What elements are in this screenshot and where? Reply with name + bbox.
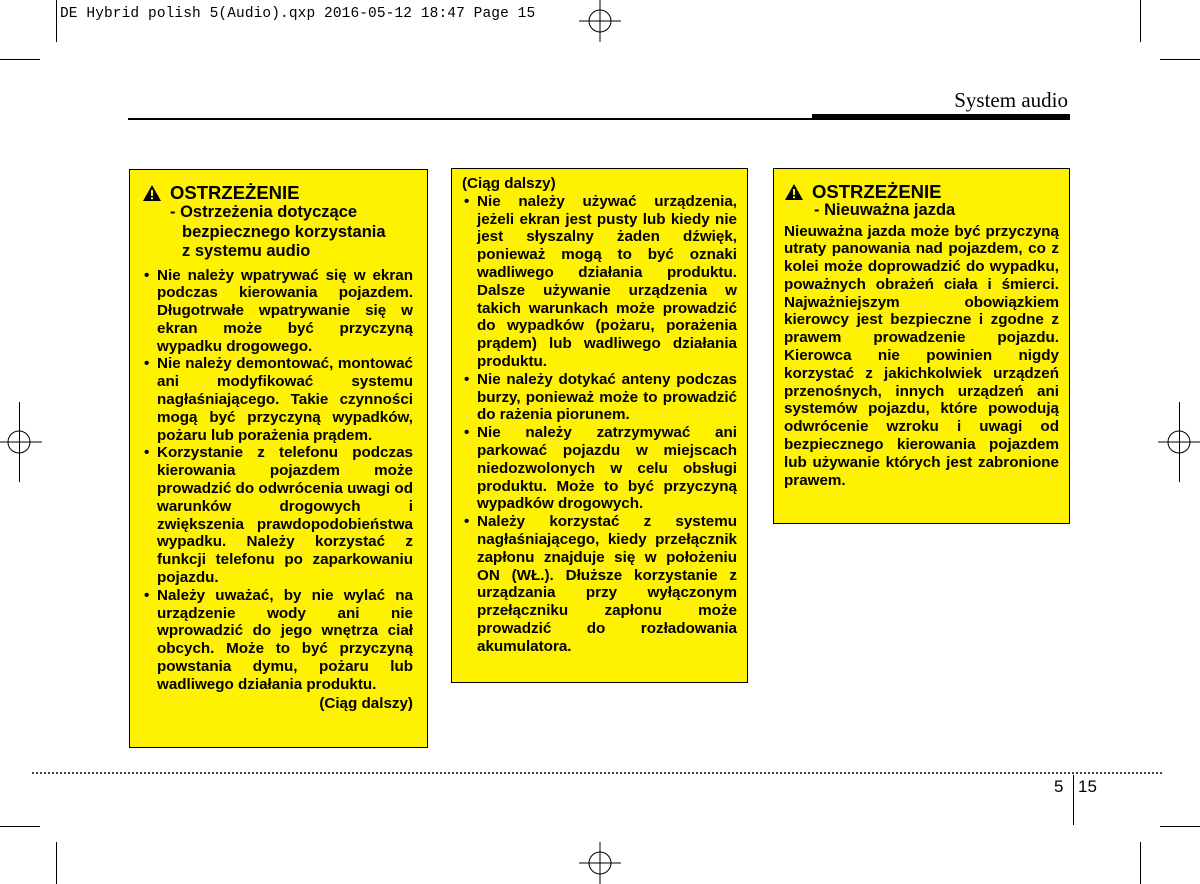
chapter-number: 5 [1054,777,1064,796]
crop-mark-bottom-left-h [0,826,40,827]
crop-mark-bottom-right-v [1140,842,1141,884]
warning-list-item: • Nie należy dotykać anteny podczas burzy, ponieważ może to prowadzić do rażenia piorunem. [462,371,737,424]
warning-heading [142,182,413,203]
warning-subtitle-line: - Ostrzeżenia dotyczące [170,203,358,221]
header-rule-thick [812,114,1070,120]
crop-mark-top-right-v [1140,0,1141,42]
continued-label: (Ciąg dalszy) [462,175,556,192]
registration-mark-icon [1158,421,1200,463]
registration-mark-icon [579,842,621,884]
warning-heading [784,181,1059,202]
warning-body: Nieuważna jazda może być przyczyną utraty panowania nad pojazdem, co z kolei może doprowadzić do wypadku, poważnych obrażeń ciała i śmierci. Najważniejszym obowiązkiem kierowcy jest bezpieczne i zgodne z prawem prowadzenie pojazdu. Kierowca nie powinien nigdy korzystać z jakichkolwiek urządzeń przenośnych, innych urządzeń ani systemów pojazdu, które powodują odwrócenie wzroku i uwagi od bezpiecznego kierowania pojazdem lub używanie których jest zabronione prawem. [784,222,1059,489]
warning-box-continued [451,168,748,683]
warning-title: OSTRZEŻENIE [170,182,300,203]
warning-list-item: • Należy korzystać z systemu nagłaśniającego, kiedy przełącznik zapłonu znajduje się w położeniu ON (WŁ.). Dłuższe korzystanie z urządzania przy wyłączonym przełączniku zapłonu może prowadzić do rozładowania akumulatora. [462,513,737,655]
page-number: 15 [1078,777,1097,796]
continued-label: (Ciąg dalszy) [319,694,413,712]
warning-subtitle: - Nieuważna jazda [814,201,956,219]
footer-dotted-rule [32,772,1162,774]
section-title: System audio [954,88,1068,112]
warning-subtitle-line: bezpiecznego korzystania [182,222,386,241]
header-rule [128,118,812,120]
warning-box-audio-safety [129,169,428,748]
warning-box-distracted-driving [773,168,1070,524]
warning-subtitle-line: z systemu audio [182,242,311,260]
warning-title: OSTRZEŻENIE [812,181,942,202]
warning-list-item: • Nie należy wpatrywać się w ekran podczas kierowania pojazdem. Długotrwałe wpatrywanie się w ekran może być przyczyną wypadku drogowego. [142,267,413,356]
warning-triangle-icon [784,183,804,201]
warning-list-item: • Nie należy używać urządzenia, jeżeli ekran jest pusty lub kiedy nie jest słyszalny żaden dźwięk, ponieważ mogą to być oznaki wadliwego działania produktu. Dalsze używanie urządzenia w takich warunkach może prowadzić do wypadków (pożaru, porażenia prądem) lub wadliwego działania produktu. [462,193,737,371]
warning-list-item: • Nie należy demontować, montować ani modyfikować systemu nagłaśniającego. Takie czynności mogą być przyczyną wypadków, pożaru lub porażenia prądem. [142,355,413,444]
warning-list [462,193,737,656]
registration-mark-icon [0,421,42,463]
warning-triangle-icon [142,184,162,202]
crop-mark-bottom-right-h [1160,826,1200,827]
print-file-info: DE Hybrid polish 5(Audio).qxp 2016-05-12 18:47 Page 15 [60,6,536,22]
warning-list [142,267,413,694]
warning-list-item: • Nie należy zatrzymywać ani parkować pojazdu w miejscach niedozwolonych w celu obsługi produktu. Może to być przyczyną wypadków drogowych. [462,424,737,513]
crop-mark-bottom-left-v [56,842,57,884]
page-number-divider [1073,775,1074,825]
crop-mark-top-left-v [56,0,57,42]
registration-mark-icon [579,0,621,42]
warning-subtitle [142,203,413,262]
warning-list-item: • Korzystanie z telefonu podczas kierowania pojazdem może prowadzić do odwrócenia uwagi od warunków drogowych i zwiększenia prawdopodobieństwa wypadku. Należy korzystać z funkcji telefonu po zaparkowaniu pojazdu. [142,444,413,586]
crop-mark-top-right-h [1160,59,1200,60]
warning-list-item: • Należy uważać, by nie wylać na urządzenie wody ani nie wprowadzić do jego wnętrza ciał obcych. Może to być przyczyną powstania dymu, pożaru lub wadliwego działania produktu. [142,587,413,694]
crop-mark-top-left-h [0,59,40,60]
